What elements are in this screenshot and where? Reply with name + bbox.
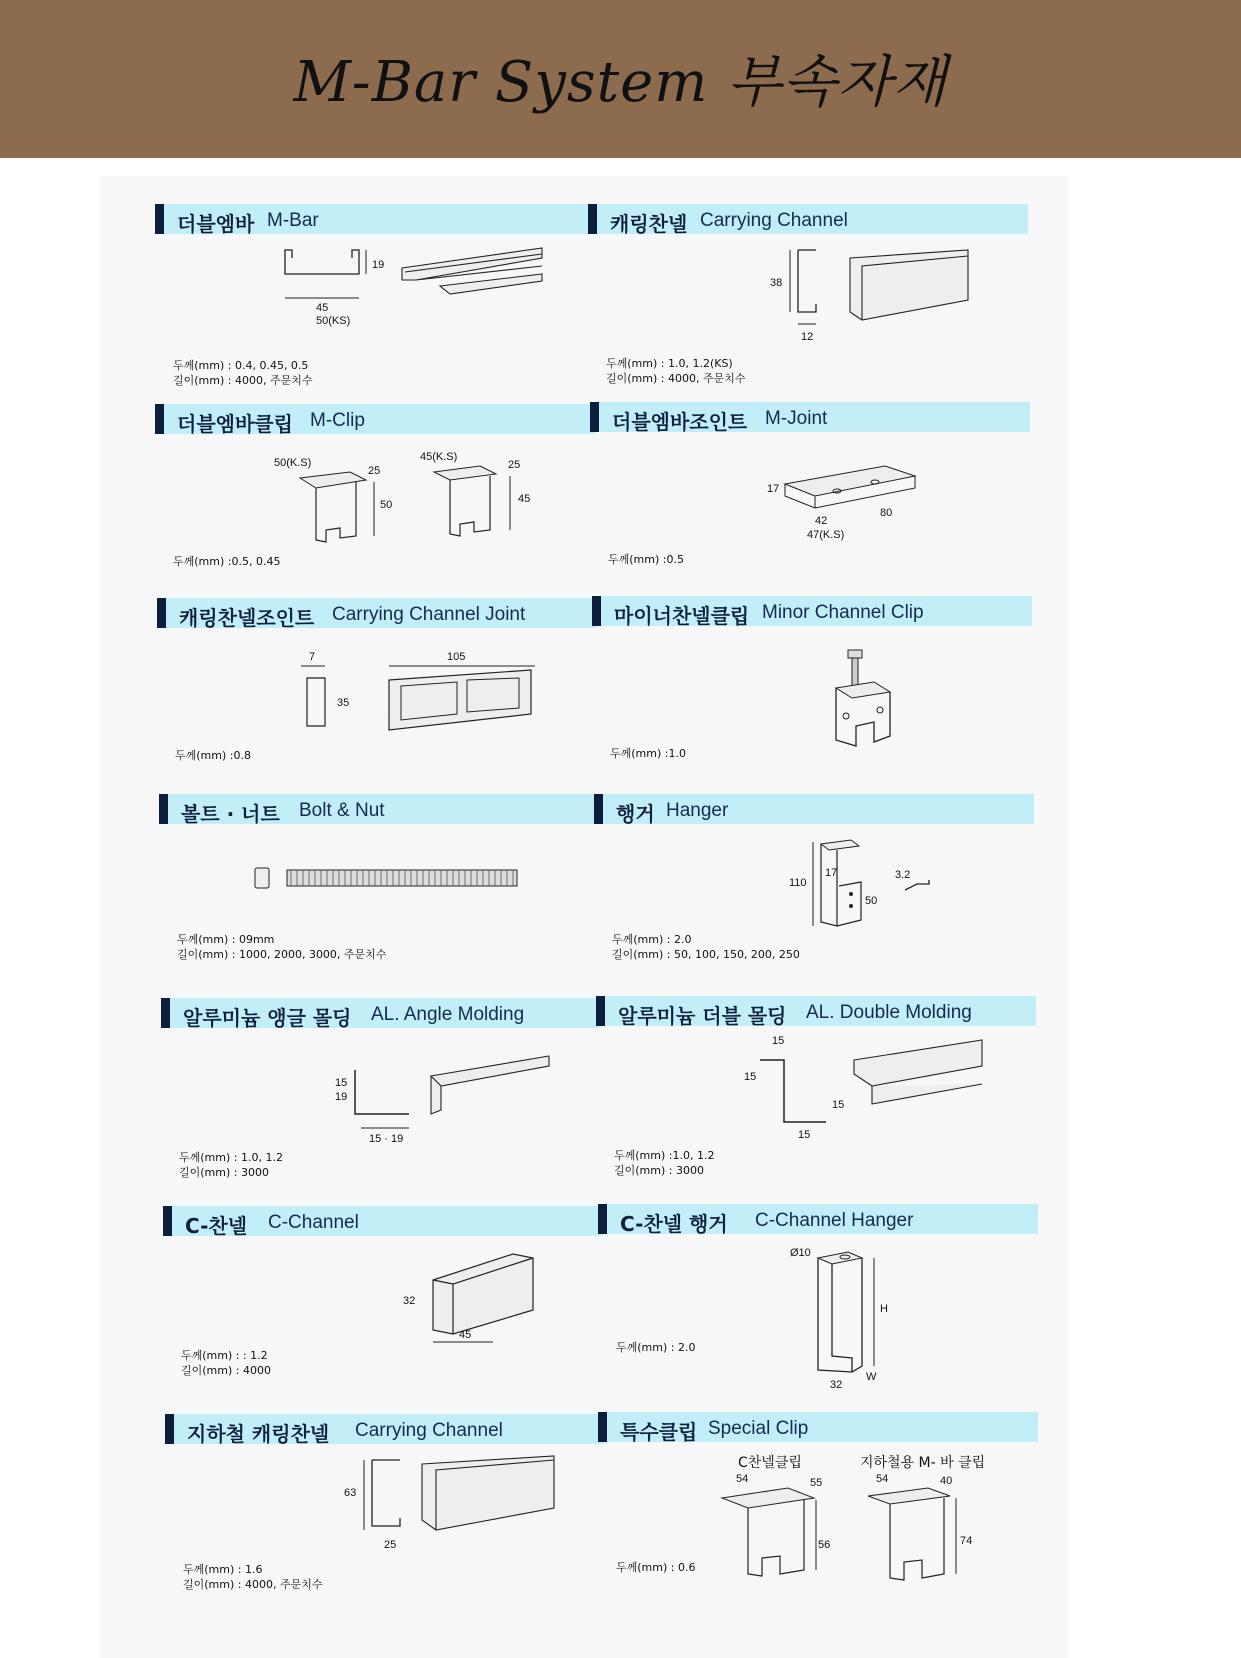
dim-label: 25 [368, 465, 381, 477]
c-channel-drawing [403, 1250, 553, 1350]
section-title-en: Minor Channel Clip [762, 602, 924, 623]
section-carrying-channel-joint [157, 598, 597, 798]
section-header [596, 996, 1036, 1026]
spec-text [181, 1348, 271, 1378]
spec-text [177, 932, 386, 962]
dim-label: 19 [335, 1091, 348, 1103]
thickness-spec: 두께(mm) :0.5 [608, 553, 684, 566]
m-clip-drawing [270, 446, 550, 551]
section-title-en: M-Bar [267, 210, 319, 231]
thickness-spec: 두께(mm) : 0.6 [616, 1561, 696, 1574]
section-header [588, 204, 1028, 234]
dim-label: 40 [940, 1475, 953, 1487]
section-subway-carrying-channel [165, 1414, 605, 1614]
m-joint-drawing [765, 454, 945, 544]
section-title-en: M-Clip [310, 410, 365, 431]
section-minor-channel-clip [592, 596, 1032, 796]
section-m-bar [155, 204, 595, 404]
dim-label: 45 [518, 493, 531, 505]
header-accent-bar [163, 1206, 172, 1236]
length-spec: 길이(mm) : 4000, 주문치수 [173, 374, 313, 387]
thickness-spec: 두께(mm) : 09mm [177, 933, 275, 946]
carrying-channel-drawing [768, 244, 978, 349]
spec-text [175, 748, 251, 763]
dim-label: 56 [818, 1539, 831, 1551]
dim-label: 42 [815, 515, 828, 527]
dim-label: 47(K.S) [807, 529, 845, 541]
section-header [163, 1206, 603, 1236]
dim-label: H [880, 1303, 888, 1315]
section-title-ko: C-찬넬 행거 [620, 1212, 728, 1236]
spec-text [610, 746, 686, 761]
section-title-ko: 행거 [616, 802, 655, 826]
dim-label: 35 [337, 697, 350, 709]
length-spec: 길이(mm) : 3000 [614, 1164, 704, 1177]
dim-label: 3.2 [895, 869, 911, 881]
section-title-ko: 더블엠바 [177, 212, 255, 236]
dim-label: 17 [825, 867, 838, 879]
dim-label: 7 [309, 651, 316, 663]
subway-carrying-channel-drawing [340, 1454, 560, 1554]
section-header [161, 998, 601, 1028]
dim-label: 80 [880, 507, 893, 519]
spec-text [614, 1148, 714, 1178]
thickness-spec: 두께(mm) :1.0, 1.2 [614, 1149, 715, 1162]
dim-label: 17 [767, 483, 780, 495]
length-spec: 길이(mm) : 4000, 주문치수 [183, 1578, 323, 1591]
bolt-nut-drawing [251, 864, 521, 894]
length-spec: 길이(mm) : 50, 100, 150, 200, 250 [612, 948, 800, 961]
header-accent-bar [159, 794, 168, 824]
section-title-en: C-Channel [268, 1212, 359, 1233]
section-title-en: Special Clip [708, 1418, 809, 1439]
section-title-ko: 알루미늄 앵글 몰딩 [183, 1006, 352, 1030]
length-spec: 길이(mm) : 3000 [179, 1166, 269, 1179]
dim-label: 50 [865, 895, 878, 907]
dim-label: 45(K.S) [420, 451, 458, 463]
section-title-ko: C-찬넬 [185, 1214, 248, 1238]
section-title-en: AL. Angle Molding [371, 1004, 525, 1025]
thickness-spec: 두께(mm) :0.5, 0.45 [173, 555, 281, 568]
thickness-spec: 두께(mm) :0.8 [175, 749, 251, 762]
spec-text [616, 1340, 695, 1355]
header-accent-bar [155, 404, 164, 434]
dim-label: 55 [810, 1477, 823, 1489]
section-title-ko: 알루미늄 더블 몰딩 [618, 1004, 787, 1028]
section-header [155, 204, 595, 234]
al-angle-molding-drawing [331, 1050, 551, 1150]
dim-label: 105 [447, 651, 466, 663]
dim-label: 110 [789, 877, 807, 889]
spec-text [173, 358, 312, 388]
thickness-spec: 두께(mm) : 2.0 [612, 933, 692, 946]
dim-label: 15 [832, 1099, 845, 1111]
section-header [598, 1412, 1038, 1442]
section-title-ko: 지하철 캐링찬넬 [187, 1422, 330, 1446]
section-title-en: Carrying Channel Joint [332, 604, 526, 625]
section-header [165, 1414, 605, 1444]
section-title-ko: 볼트 · 너트 [181, 802, 280, 826]
dim-label: W [866, 1371, 877, 1383]
section-m-joint [590, 402, 1030, 602]
spec-text [608, 552, 684, 567]
section-bolt-nut [159, 794, 599, 994]
section-title-en: AL. Double Molding [806, 1002, 972, 1023]
page-title: M-Bar System 부속자재 [293, 50, 948, 115]
subway-m-bar-clip-label: 지하철용 M- 바 클립 [860, 1455, 986, 1471]
section-header [155, 404, 595, 434]
section-header [592, 596, 1032, 626]
hanger-drawing [789, 836, 949, 931]
section-title-ko: 캐링찬넬조인트 [179, 606, 315, 630]
header-accent-bar [155, 204, 164, 234]
section-title-en: Hanger [666, 800, 729, 821]
thickness-spec: 두께(mm) : 1.0, 1.2 [179, 1151, 283, 1164]
length-spec: 길이(mm) : 4000, 주문치수 [606, 372, 746, 385]
dim-label: 63 [344, 1487, 357, 1499]
dim-label: 15 [744, 1071, 757, 1083]
section-title-ko: 캐링찬넬 [610, 212, 688, 236]
section-title-ko: 더블엠바클립 [177, 412, 293, 436]
dim-label: 50 [380, 499, 393, 511]
section-header [157, 598, 597, 628]
dim-label: 19 [372, 259, 385, 271]
al-double-molding-drawing [736, 1034, 996, 1144]
section-c-channel-hanger [598, 1204, 1038, 1404]
dim-label: 54 [876, 1473, 889, 1485]
section-title-en: C-Channel Hanger [755, 1210, 914, 1231]
catalog-sheet [100, 176, 1068, 1658]
header-accent-bar [598, 1204, 607, 1234]
length-spec: 길이(mm) : 1000, 2000, 3000, 주문치수 [177, 948, 387, 961]
carrying-channel-joint-drawing [297, 650, 547, 740]
section-header [594, 794, 1034, 824]
header-accent-bar [592, 596, 601, 626]
header-accent-bar [598, 1412, 607, 1442]
dim-label: 45 [316, 302, 329, 314]
title-banner [0, 0, 1241, 158]
dim-label: 25 [384, 1539, 397, 1551]
header-accent-bar [165, 1414, 174, 1444]
spec-text [183, 1562, 322, 1592]
thickness-spec: 두께(mm) :1.0 [610, 747, 686, 760]
section-carrying-channel [588, 204, 1028, 404]
spec-text [173, 554, 280, 569]
dim-label: 32 [830, 1379, 843, 1390]
section-m-clip [155, 404, 595, 604]
section-special-clip [598, 1412, 1038, 1612]
thickness-spec: 두께(mm) : 1.0, 1.2(KS) [606, 357, 733, 370]
header-accent-bar [590, 402, 599, 432]
spec-text [179, 1150, 283, 1180]
header-accent-bar [588, 204, 597, 234]
section-title-ko: 마이너찬넬클립 [614, 604, 750, 628]
dim-label: 25 [508, 459, 521, 471]
dim-label: 74 [960, 1535, 973, 1547]
section-title-ko: 특수클립 [620, 1420, 698, 1444]
section-title-en: M-Joint [765, 408, 828, 429]
section-title-en: Carrying Channel [700, 210, 848, 231]
dim-label: 54 [736, 1473, 749, 1485]
dim-label: 15 [772, 1035, 785, 1047]
spec-text [616, 1560, 695, 1575]
section-al-double-molding [596, 996, 1036, 1196]
dim-label: Ø10 [790, 1247, 811, 1259]
section-al-angle-molding [161, 998, 601, 1198]
spec-text [606, 356, 745, 386]
section-hanger [594, 794, 1034, 994]
c-channel-hanger-drawing [790, 1240, 920, 1390]
header-accent-bar [157, 598, 166, 628]
dim-label: 15 · 19 [369, 1133, 404, 1145]
thickness-spec: 두께(mm) : 0.4, 0.45, 0.5 [173, 359, 309, 372]
section-header [590, 402, 1030, 432]
section-c-channel [163, 1206, 603, 1406]
header-accent-bar [161, 998, 170, 1028]
header-accent-bar [594, 794, 603, 824]
thickness-spec: 두께(mm) : : 1.2 [181, 1349, 268, 1362]
thickness-spec: 두께(mm) : 1.6 [183, 1563, 263, 1576]
m-bar-profile-drawing [280, 246, 600, 341]
special-clip-drawing [718, 1470, 988, 1588]
section-title-ko: 더블엠바조인트 [612, 410, 748, 434]
dim-label: 38 [770, 277, 783, 289]
dim-label: 50(KS) [316, 315, 351, 327]
c-channel-clip-label: C찬넬클립 [738, 1455, 802, 1471]
section-header [598, 1204, 1038, 1234]
header-accent-bar [596, 996, 605, 1026]
section-title-en: Bolt & Nut [299, 800, 385, 821]
dim-label: 32 [403, 1295, 416, 1307]
dim-label: 15 [798, 1129, 811, 1141]
section-header [159, 794, 599, 824]
dim-label: 50(K.S) [274, 457, 312, 469]
dim-label: 15 [335, 1077, 348, 1089]
dim-label: 45 [459, 1329, 472, 1341]
spec-text [612, 932, 800, 962]
section-title-en: Carrying Channel [355, 1420, 503, 1441]
minor-channel-clip-drawing [830, 648, 900, 748]
dim-label: 12 [801, 331, 814, 343]
thickness-spec: 두께(mm) : 2.0 [616, 1341, 696, 1354]
length-spec: 길이(mm) : 4000 [181, 1364, 271, 1377]
